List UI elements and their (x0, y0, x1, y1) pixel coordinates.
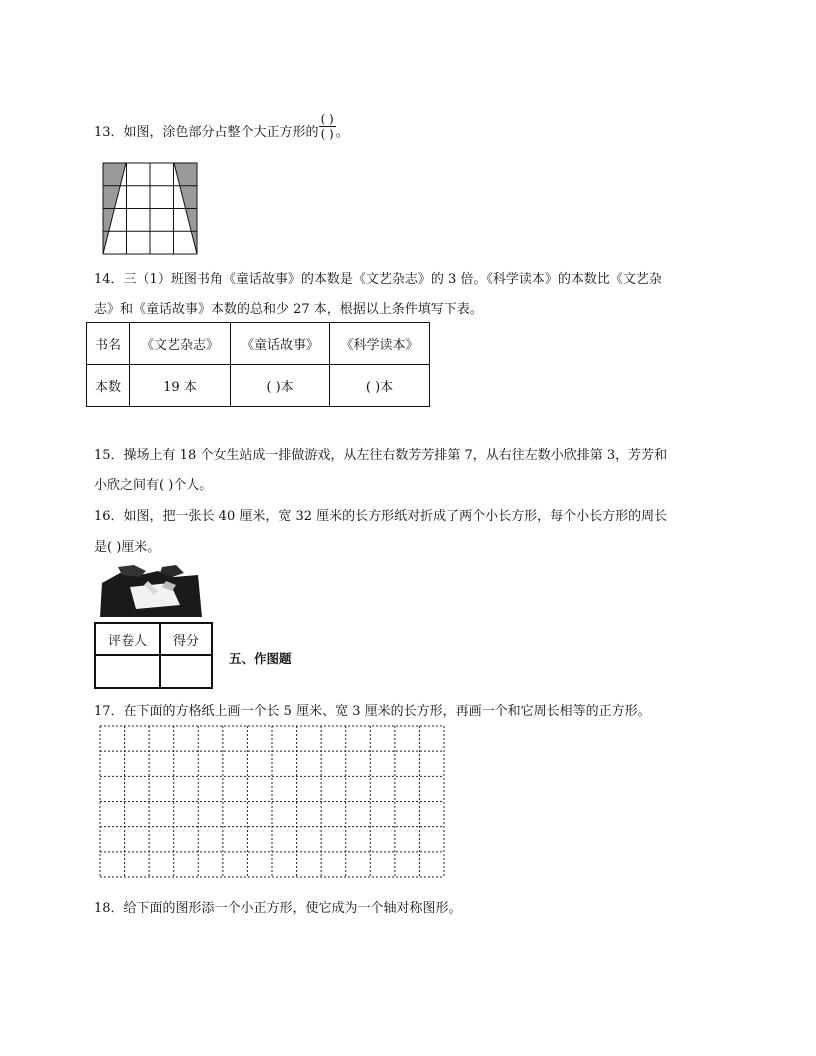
q13-denominator-blank: ( ) (320, 127, 334, 141)
q13-stem: 如图，涂色部分占整个大正方形的 (123, 125, 319, 140)
header-cell: 《科学读本》 (330, 323, 430, 365)
q14-line2: 志》和《童话故事》本数的总和少 27 本，根据以上条件填写下表。 (94, 302, 483, 317)
q14-book-table (86, 322, 430, 407)
q13-square-grid-figure (102, 162, 198, 256)
q13-end: 。 (335, 125, 349, 140)
q13-numerator-blank: ( ) (320, 112, 334, 126)
score-table (94, 622, 213, 689)
q17-text: 17．在下面的方格纸上画一个长 5 厘米、宽 3 厘米的长方形，再画一个和它周长相等的正方形。 (94, 704, 651, 719)
q14-line1: 14．三（1）班图书角《童话故事》的本数是《文艺杂志》的 3 倍。《科学读本》的本数比《文艺杂 (94, 272, 662, 287)
q15-line1: 15．操场上有 18 个女生站成一排做游戏，从左往右数芳芳排第 7，从右往左数小欣排第 3，芳芳和 (94, 448, 668, 463)
table-header-row (87, 323, 430, 365)
score-header-cell: 得分 (160, 623, 212, 655)
q16-line1: 16．如图，把一张长 40 厘米，宽 32 厘米的长方形纸对折成了两个小长方形，每个小长方形的周长 (94, 509, 668, 524)
grader-input-cell[interactable] (95, 655, 160, 688)
q18-text: 18．给下面的图形添一个小正方形，使它成为一个轴对称图形。 (94, 901, 462, 916)
header-cell: 《童话故事》 (231, 323, 330, 365)
table-cell: 19 本 (130, 365, 231, 407)
grader-header-cell: 评卷人 (95, 623, 160, 655)
answer-blank-cell[interactable]: ( )本 (231, 365, 330, 407)
score-header-row (95, 623, 212, 655)
q17-grid-paper[interactable] (99, 725, 445, 878)
q13-fraction-blank[interactable] (319, 112, 336, 141)
grader-photo-image (100, 565, 204, 617)
table-row (87, 365, 430, 407)
q13-number: 13． (94, 125, 124, 140)
answer-blank-cell[interactable]: ( )本 (330, 365, 430, 407)
q13-text (94, 112, 349, 147)
q15-line2[interactable]: 小欣之间有( )个人。 (94, 478, 213, 493)
score-input-cell[interactable] (160, 655, 212, 688)
section-5-title: 五、作图题 (229, 651, 292, 666)
header-cell: 《文艺杂志》 (130, 323, 231, 365)
header-cell: 书名 (87, 323, 130, 365)
row-label: 本数 (87, 365, 130, 407)
q16-line2[interactable]: 是( )厘米。 (94, 540, 161, 555)
score-input-row (95, 655, 212, 688)
